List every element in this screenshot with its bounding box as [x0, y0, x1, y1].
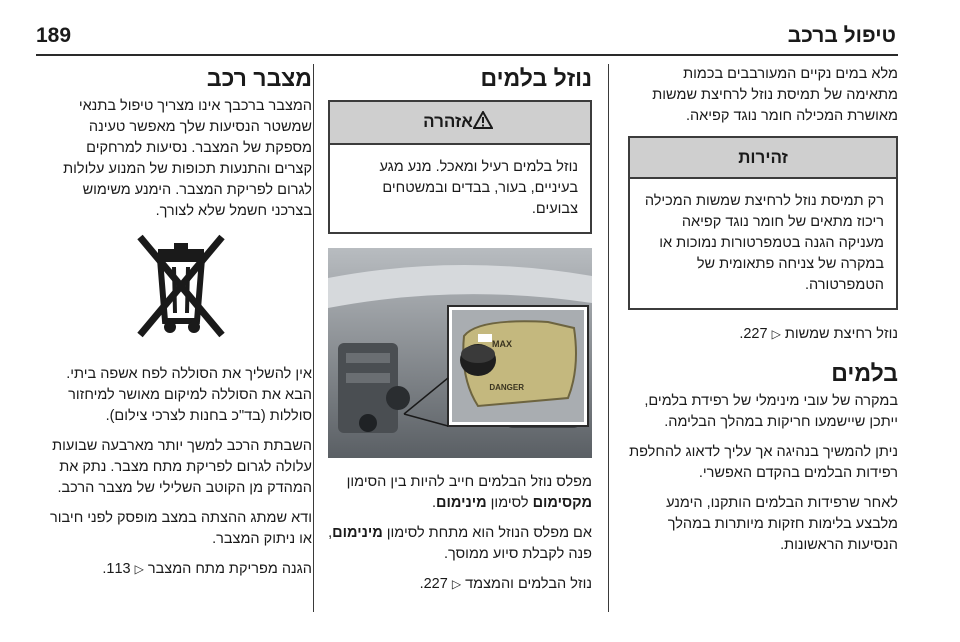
fluid-level-paragraph: מפלס נוזל הבלמים חייב להיות בין הסימון מקסימום לסימון מינימום. — [346, 474, 592, 511]
warning-header — [330, 102, 590, 145]
column-middle — [328, 64, 592, 604]
battery-protection-reference[interactable]: הגנה מפריקת מתח המצבר ▷ 113. — [102, 561, 312, 577]
reference-page: 113 — [106, 561, 131, 577]
column-divider-right — [608, 64, 609, 612]
running-title: טיפול ברכב — [787, 24, 896, 47]
keyword-max: מקסימום — [532, 495, 592, 511]
low-fluid-paragraph: אם מפלס הנוזל הוא מתחת לסימון מינימום, פנה לקבלת סיוע ממוסך. — [328, 525, 592, 562]
brake-fluid-reference[interactable]: נוזל הבלמים והמצמד ▷ 227. — [419, 576, 592, 592]
warning-triangle-icon — [473, 111, 493, 134]
brake-fluid-reservoir-photo — [328, 248, 592, 458]
column-left — [50, 64, 312, 589]
warning-box — [328, 100, 592, 234]
warning-text: נוזל בלמים רעיל ומאכל. מנע מגע בעיניים, בעור, בבדים ובמשטחים צבועים. — [379, 159, 578, 217]
low-text-1: אם מפלס הנוזל הוא מתחת לסימון — [386, 525, 592, 541]
level-text-2: לסימון — [490, 495, 529, 511]
reference-page: 227 — [423, 576, 448, 592]
warning-title: אזהרה — [423, 112, 473, 131]
battery-paragraph-4: ודא שמתג ההצתה במצב מופסק לפני חיבור או ניתוק המצבר. — [50, 510, 312, 547]
level-text-1: מפלס נוזל הבלמים חייב להיות בין הסימון — [346, 474, 592, 490]
brakes-paragraph-2: ניתן להמשיך בנהיגה אך עליך לדאוג להחלפת רפידות הבלמים בהקדם האפשרי. — [629, 444, 898, 481]
crossed-bin-icon — [50, 231, 312, 348]
brakes-heading: בלמים — [831, 360, 898, 386]
low-text-2: פנה לקבלת סיוע ממוסך. — [444, 546, 592, 562]
keyword-min: מינימום — [436, 495, 487, 511]
battery-heading: מצבר רכב — [206, 65, 312, 91]
page-reference-icon: ▷ — [451, 577, 462, 591]
caution-box — [628, 136, 898, 310]
reference-label: נוזל רחיצת שמשות — [784, 326, 898, 342]
reference-label: הגנה מפריקת מתח המצבר — [147, 561, 312, 577]
battery-paragraph-3: השבתת הרכב למשך יותר מארבעה שבועות עלולה לגרום לפריקת מתח מצבר. נתק את המהדק מן הקוטב השלילי של מצבר הרכב. — [52, 438, 312, 496]
brakes-paragraph-3: לאחר שרפידות הבלמים הותקנו, הימנע מלבצע בלימות חזקות מיותרות במהלך הנסיעות הראשונות. — [666, 495, 898, 553]
caution-text: רק תמיסת נוזל לרחיצת שמשות המכילה ריכוז מתאים של חומר נוגד קפיאה מעניקה הגנה בטמפרטורות נמוכות או במקרה של צניחה פתאומית של הטמפרטורה. — [644, 193, 884, 293]
column-divider-left — [313, 64, 314, 612]
reference-label: נוזל הבלמים והמצמד — [465, 576, 592, 592]
battery-paragraph-2: אין להשליך את הסוללה לפח אשפה ביתי. הבא את הסוללה למיקום מאושר למיחזור סוללות (בד"כ בחנות לצרכי צילום). — [66, 366, 312, 424]
brake-fluid-heading: נוזל בלמים — [480, 65, 592, 91]
page-reference-icon: ▷ — [134, 562, 144, 576]
page-header — [36, 20, 898, 56]
page-reference-icon: ▷ — [771, 327, 781, 341]
battery-paragraph-1: המצבר ברכבך אינו מצריך טיפול בתנאי שמשטר הנסיעות שלך מאפשר טעינה מספקת של המצבר. נסיעות למרחקים קצרים והתנעות תכופות של המנוע עלולות לגרום לפריקת המצבר. הימנע משימוש בצרכני חשמל שלא לצורך. — [63, 98, 312, 219]
brakes-paragraph-1: במקרה של עובי מינימלי של רפידת בלמים, ייתכן שיישמעו חריקות במהלך הבלימה. — [644, 393, 898, 430]
danger-label: DANGER — [489, 383, 524, 392]
column-right — [628, 64, 898, 565]
washer-fluid-reference[interactable]: נוזל רחיצת שמשות ▷ 227. — [739, 326, 898, 342]
refill-instruction: מלא במים נקיים המעורבבים בכמות מתאימה של תמיסת נוזל לרחיצת שמשות מאושרת המכילה חומר נוגד קפיאה. — [652, 66, 898, 124]
page-number: 189 — [36, 24, 72, 47]
caution-title: זהירות — [630, 138, 896, 179]
reference-page: 227 — [743, 326, 768, 342]
keyword-min-2: מינימום — [332, 525, 383, 541]
max-mark-label: MAX — [492, 339, 512, 349]
